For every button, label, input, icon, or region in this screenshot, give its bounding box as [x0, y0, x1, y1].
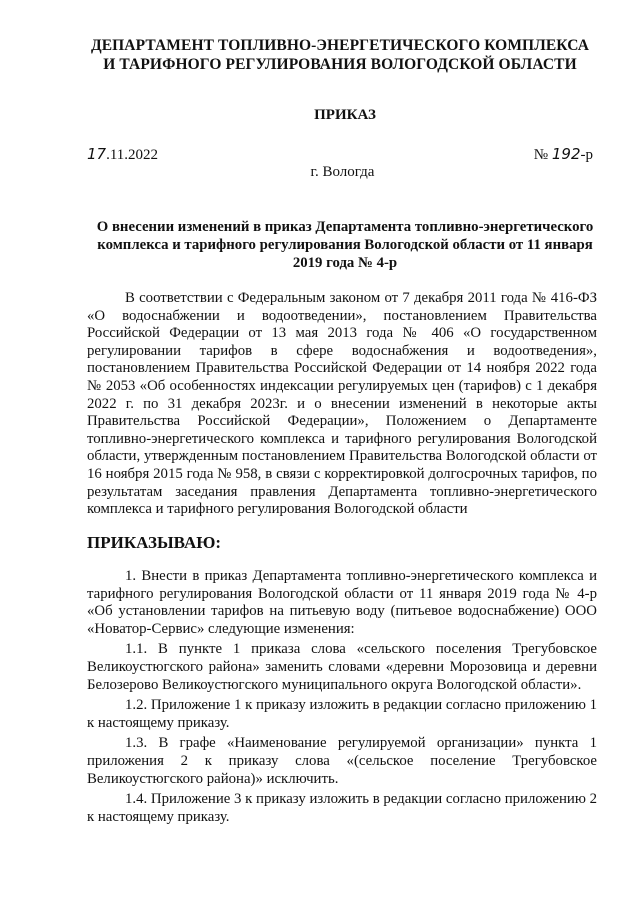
order-number — [534, 145, 593, 164]
number-suffix: -р — [580, 147, 593, 163]
department-line-1: ДЕПАРТАМЕНТ ТОПЛИВНО-ЭНЕРГЕТИЧЕСКОГО КОМПЛЕКСА — [90, 37, 590, 54]
handwritten-number: 192 — [551, 145, 581, 163]
order-item: 1.4. Приложение 3 к приказу изложить в редакции согласно приложению 2 к настоящему приказу. — [87, 791, 597, 825]
order-item: 1. Внести в приказ Департамента топливно-энергетического комплекса и тарифного регулирования Вологодской области от 11 января 2019 года № 4-р «Об установлении тарифов на питьевую воду (питьевое водоснабжение) ООО «Новатор-Сервис» следующие изменения: — [87, 568, 597, 637]
city: г. Вологда — [310, 164, 375, 180]
order-item: 1.3. В графе «Наименование регулируемой организации» пункта 1 приложения 2 к приказу слова «(сельское поселение Трегубовское Великоустюгского района)» исключить. — [87, 735, 597, 787]
order-item: 1.1. В пункте 1 приказа слова «сельского поселения Трегубовское Великоустюгского района» заменить словами «деревни Морозовица и деревни Белозерово Великоустюгского муниципального округа Вологодской области». — [87, 641, 597, 693]
document-type: ПРИКАЗ — [314, 107, 376, 123]
handwritten-day: 17 — [87, 145, 107, 163]
order-item: 1.2. Приложение 1 к приказу изложить в редакции согласно приложению 1 к настоящему приказу. — [87, 697, 597, 731]
date-month-year: .11.2022 — [106, 147, 159, 163]
department-name — [60, 36, 620, 74]
preamble-paragraph: В соответствии с Федеральным законом от 7 декабря 2011 года № 416-ФЗ «О водоснабжении и водоотведении», постановлением Правительства Российской Федерации от 13 мая 2013 года № 406 «О государственном регулировании тарифов в сфере водоснабжения и водоотведения», постановлением Правительства Российской Федерации от 14 ноября 2022 года № 2053 «Об особенностях индексации регулируемых цен (тарифов) с 1 декабря 2022 г. по 31 декабря 2023г. и о внесении изменений в некоторые акты Правительства Российской Федерации», Положением о Департаменте топливно-энергетического комплекса и тарифного регулирования Вологодской области, утвержденным постановлением Правительства Вологодской области от 16 ноября 2015 года № 958, в связи с корректировкой долгосрочных тарифов, по результатам заседания правления Департамента топливно-энергетического комплекса и тарифного регулирования Вологодской области — [87, 290, 597, 518]
order-items — [87, 568, 597, 826]
department-line-2: И ТАРИФНОГО РЕГУЛИРОВАНИЯ ВОЛОГОДСКОЙ ОБЛАСТИ — [103, 56, 577, 73]
number-sign: № — [533, 147, 549, 163]
document-title: О внесении изменений в приказ Департамента топливно-энергетического комплекса и тарифного регулирования Вологодской области от 11 января 2019 года № 4-р — [96, 219, 594, 271]
order-date — [87, 145, 158, 164]
order-word: ПРИКАЗЫВАЮ: — [87, 533, 222, 552]
